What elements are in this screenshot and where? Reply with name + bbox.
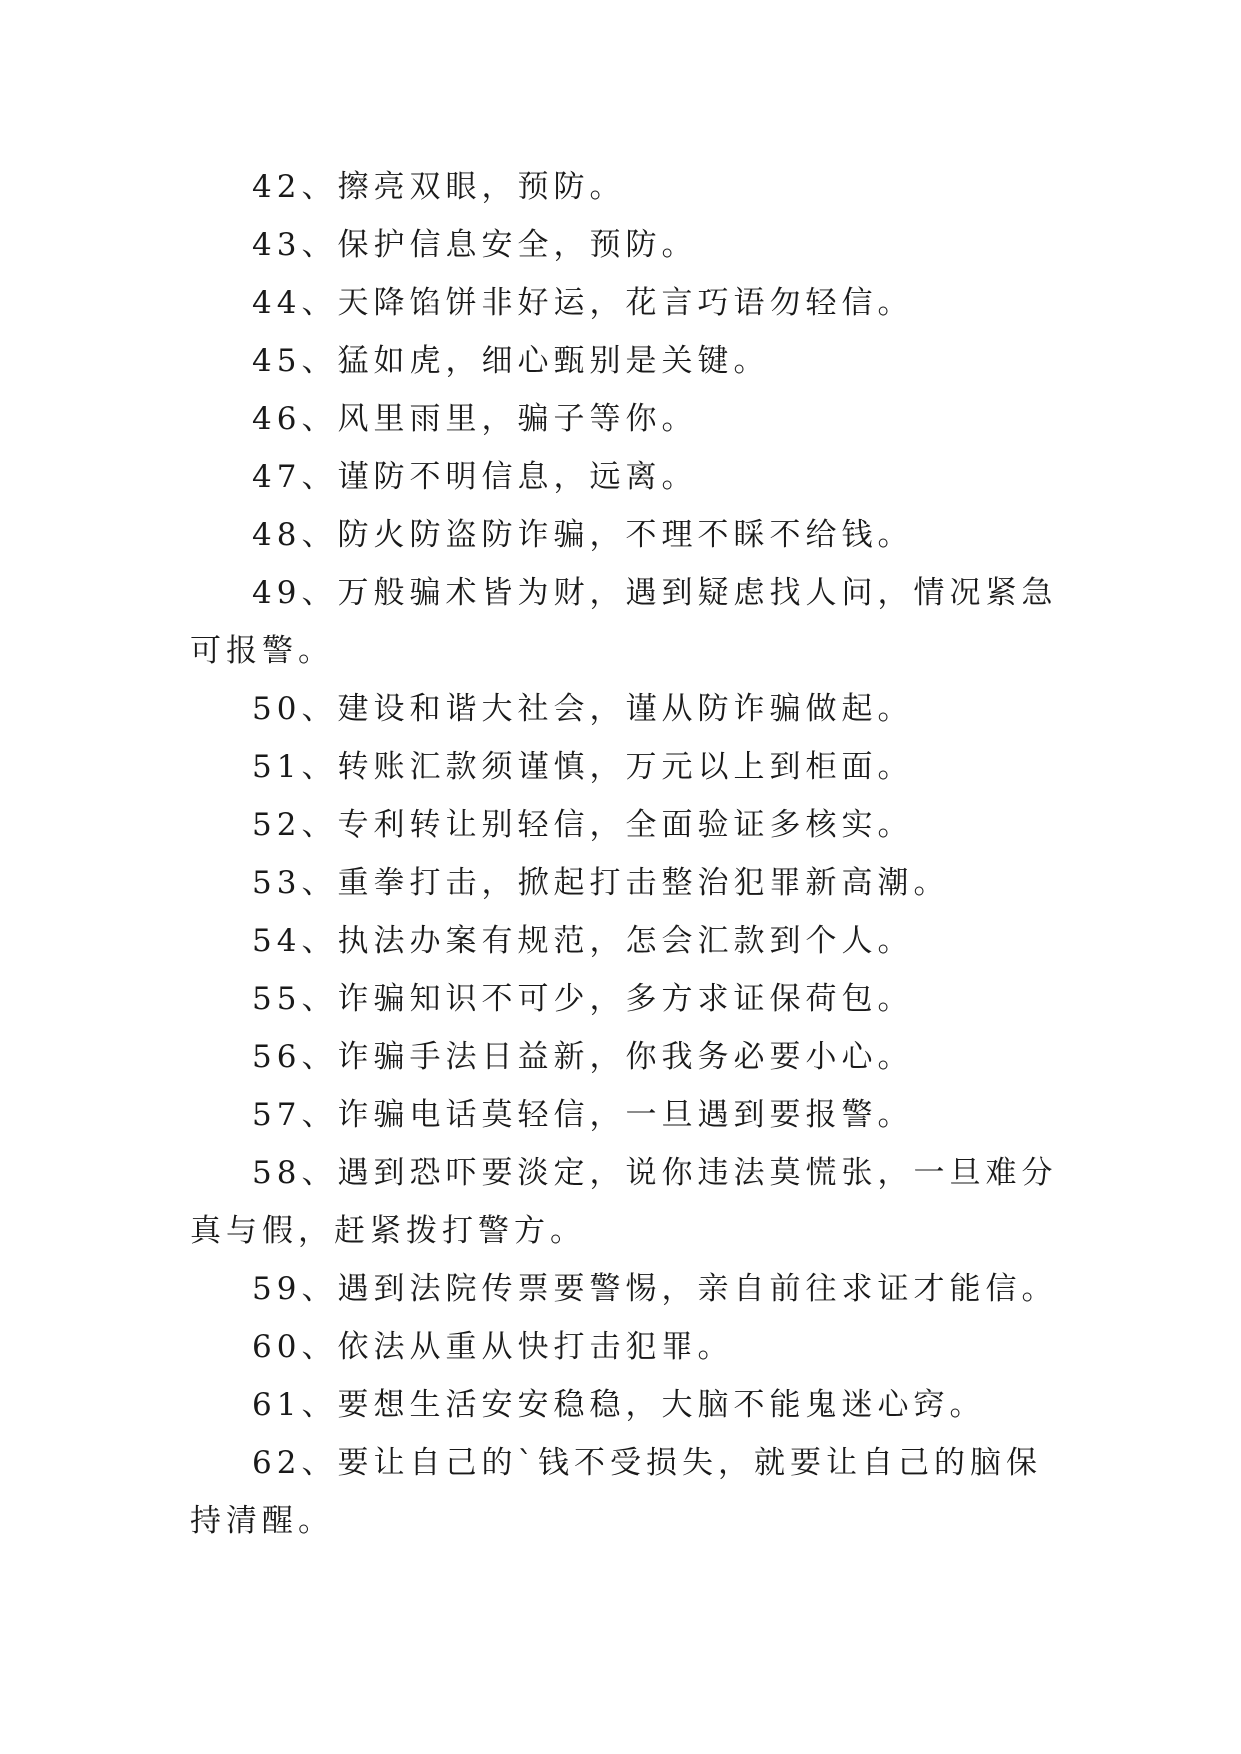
list-item: 53、重拳打击，掀起打击整治犯罪新高潮。: [252, 865, 950, 901]
list-item: 54、执法办案有规范，怎会汇款到个人。: [252, 923, 914, 959]
list-item: 47、谨防不明信息，远离。: [252, 459, 698, 495]
list-item: 52、专利转让别轻信，全面验证多核实。: [252, 807, 914, 843]
list-item: 49、万般骗术皆为财，遇到疑虑找人问，情况紧急可报警。: [190, 575, 1058, 669]
list-item: 56、诈骗手法日益新，你我务必要小心。: [252, 1039, 914, 1075]
slogan-list: [190, 158, 1060, 1550]
list-item: 60、依法从重从快打击犯罪。: [252, 1329, 734, 1365]
list-item: 50、建设和谐大社会，谨从防诈骗做起。: [252, 691, 914, 727]
list-item: 46、风里雨里，骗子等你。: [252, 401, 698, 437]
list-item: 48、防火防盗防诈骗，不理不睬不给钱。: [252, 517, 914, 553]
list-item: 57、诈骗电话莫轻信，一旦遇到要报警。: [252, 1097, 914, 1133]
list-item: 59、遇到法院传票要警惕，亲自前往求证才能信。: [252, 1271, 1058, 1307]
list-item: 61、要想生活安安稳稳，大脑不能鬼迷心窍。: [252, 1387, 986, 1423]
list-item: 51、转账汇款须谨慎，万元以上到柜面。: [252, 749, 914, 785]
list-item: 58、遇到恐吓要淡定，说你违法莫慌张，一旦难分真与假，赶紧拨打警方。: [190, 1155, 1058, 1249]
list-item: 62、要让自己的`钱不受损失，就要让自己的脑保持清醒。: [190, 1445, 1042, 1539]
list-item: 43、保护信息安全，预防。: [252, 227, 698, 263]
list-item: 42、擦亮双眼，预防。: [252, 169, 626, 205]
list-item: 55、诈骗知识不可少，多方求证保荷包。: [252, 981, 914, 1017]
list-item: 45、猛如虎，细心甄别是关键。: [252, 343, 770, 379]
list-item: 44、天降馅饼非好运，花言巧语勿轻信。: [252, 285, 914, 321]
